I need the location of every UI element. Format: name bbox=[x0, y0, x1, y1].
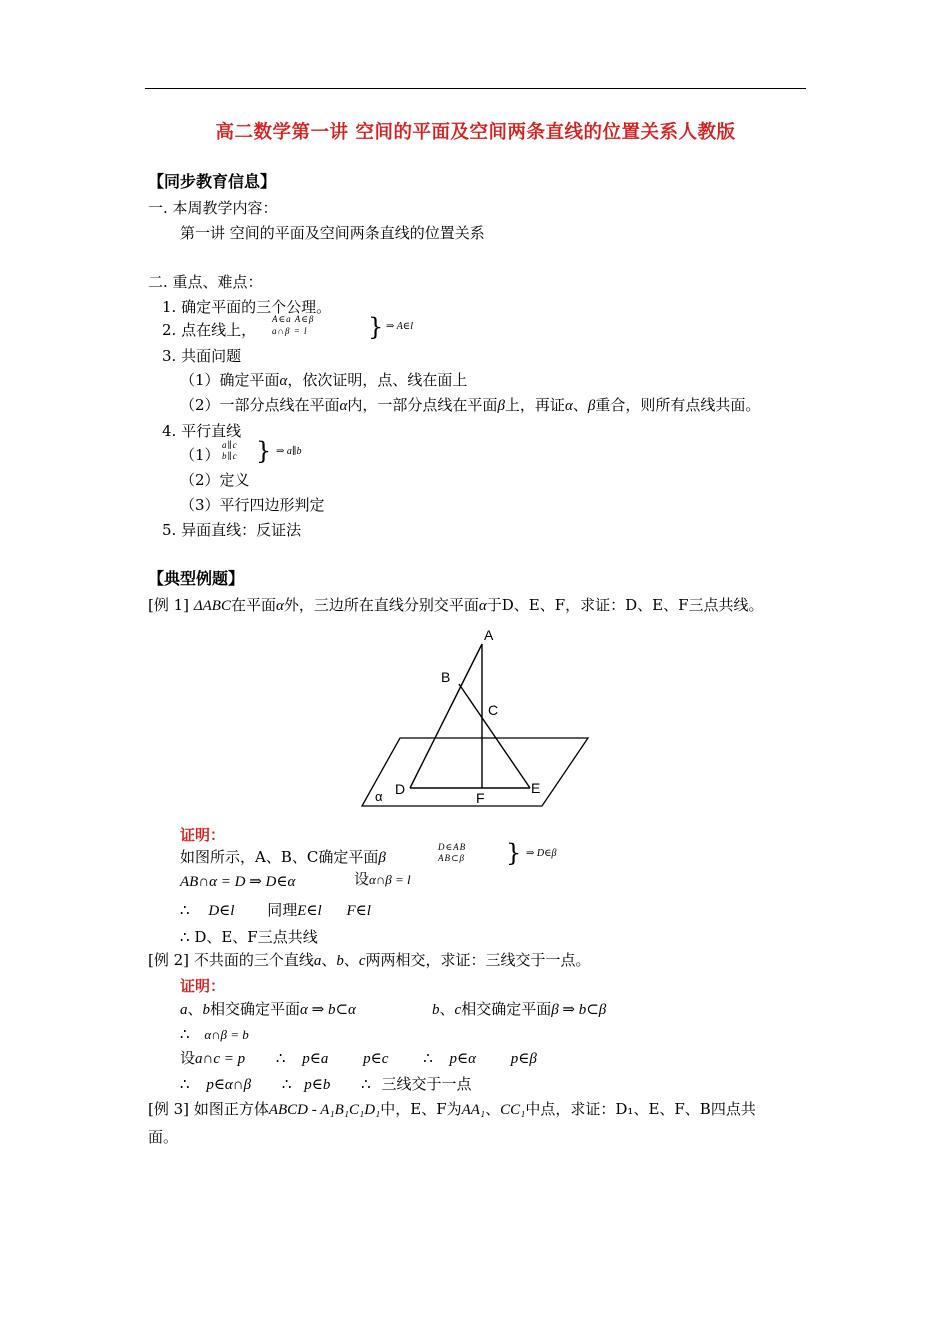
example-1-text-a: 在平面 bbox=[230, 596, 276, 614]
example-2-proof-line-3 bbox=[180, 1049, 537, 1068]
line-b: b bbox=[202, 1002, 211, 1018]
item-3-1-text-a: （1）确定平面 bbox=[180, 371, 280, 389]
example-3-label: [例 3] bbox=[148, 1100, 190, 1118]
brace-right-1: } bbox=[368, 313, 384, 341]
p-in-alpha: p∈α bbox=[449, 1051, 476, 1067]
part1-content: 第一讲 空间的平面及空间两条直线的位置关系 bbox=[180, 224, 485, 242]
part1-label: 一. 本周教学内容： bbox=[148, 199, 278, 217]
example-2-statement bbox=[148, 951, 591, 970]
geometry-figure bbox=[355, 620, 600, 815]
example-3-statement-cont: 面。 bbox=[148, 1128, 179, 1146]
item-4-1: （1） bbox=[180, 446, 220, 464]
label-b: B bbox=[441, 669, 451, 685]
example-3-text-c: 中点，求证：D₁、E、F、B四点共 bbox=[525, 1100, 756, 1118]
therefore-symbol: ∴ bbox=[423, 1049, 433, 1067]
example-2-proof-line-1b bbox=[432, 1000, 606, 1019]
plane-intersection: α∩β = l bbox=[369, 872, 411, 887]
part2-label: 二. 重点、难点： bbox=[148, 273, 263, 291]
collinear-conclusion: D、E、F三点共线 bbox=[194, 928, 318, 946]
p-in-a: p∈a bbox=[302, 1051, 329, 1067]
separator: 、 bbox=[187, 1000, 203, 1018]
therefore-symbol: ∴ bbox=[275, 1049, 286, 1067]
e-in-l: E∈l bbox=[297, 903, 322, 919]
page-title: 高二数学第一讲 空间的平面及空间两条直线的位置关系人教版 bbox=[215, 122, 736, 143]
item-2-formula-bottom: a∩β = l bbox=[272, 326, 308, 336]
beta-symbol: β bbox=[497, 398, 505, 414]
therefore-symbol: ∴ bbox=[180, 1075, 190, 1093]
example-3-statement bbox=[148, 1100, 756, 1119]
line-c: c bbox=[358, 953, 366, 969]
therefore-symbol: ∴ bbox=[361, 1075, 371, 1093]
example-2-proof-label: 证明： bbox=[180, 977, 226, 995]
beta-symbol: β bbox=[378, 850, 386, 866]
item-3-2-text-d: 、 bbox=[572, 396, 588, 414]
example-1-proof-line-1 bbox=[180, 848, 386, 867]
label-a: A bbox=[484, 627, 494, 643]
proof-1-line-2: AB∩α = D ⇒ D∈α bbox=[180, 874, 296, 890]
item-4-3: （3）平行四边形判定 bbox=[180, 496, 325, 514]
plane-intersection: α∩β = b bbox=[204, 1027, 249, 1042]
item-4-1-formula-bottom: b∥c bbox=[222, 451, 238, 461]
line-c: c bbox=[454, 1002, 462, 1018]
item-1: 1. 确定平面的三个公理。 bbox=[162, 298, 332, 316]
proof-1-line-4 bbox=[180, 928, 318, 946]
b-in-beta: β ⇒ b⊂β bbox=[551, 1002, 607, 1018]
item-2-text: 2. 点在线上， bbox=[162, 321, 257, 339]
cube-name: ABCD - A₁B₁C₁D₁ bbox=[268, 1102, 381, 1118]
f-in-l: F∈l bbox=[346, 903, 371, 919]
label-c: C bbox=[488, 702, 499, 718]
example-1-label: [例 1] bbox=[148, 596, 190, 614]
proof-1-result: ⇒ D∈β bbox=[526, 848, 557, 859]
segment-cc1: CC₁ bbox=[500, 1102, 526, 1118]
separator: 、 bbox=[439, 1000, 455, 1018]
item-3-2-text-c: 上，再证 bbox=[504, 396, 565, 414]
line-a: a bbox=[180, 1002, 188, 1018]
line-b: b bbox=[432, 1002, 440, 1018]
example-2-text-c: 、 bbox=[343, 951, 359, 969]
example-2-label: [例 2] bbox=[148, 951, 190, 969]
concurrent-conclusion: 三线交于一点 bbox=[381, 1075, 472, 1093]
brace-right-2: } bbox=[256, 437, 272, 465]
proof-1-line-3 bbox=[180, 901, 371, 920]
example-3-text-b: 中，E、F为 bbox=[380, 1100, 462, 1118]
example-1-statement bbox=[148, 596, 764, 615]
example-2-proof-line-2 bbox=[180, 1025, 249, 1043]
a-cap-c: a∩c = p bbox=[195, 1051, 246, 1067]
therefore-symbol: ∴ bbox=[281, 1075, 292, 1093]
p-in-b: p∈b bbox=[304, 1077, 331, 1093]
proof-1-text: 如图所示，A、B、C确定平面 bbox=[180, 848, 379, 866]
item-2-result: ⇒ A∈l bbox=[386, 321, 413, 332]
p-in-beta: p∈β bbox=[510, 1051, 537, 1067]
item-3-2 bbox=[180, 396, 760, 415]
therefore-symbol: ∴ bbox=[180, 901, 190, 919]
proof-1-formula-top: D∈AB bbox=[438, 842, 467, 852]
separator: 、 bbox=[485, 1100, 501, 1118]
therefore-symbol: ∴ bbox=[180, 1025, 190, 1043]
item-3-2-text-b: 内，一部分点线在平面 bbox=[347, 396, 498, 414]
item-4: 4. 平行直线 bbox=[162, 422, 242, 440]
section-examples-heading: 【典型例题】 bbox=[148, 569, 245, 588]
segment-aa1: AA₁ bbox=[461, 1102, 486, 1118]
p-in-alpha-cap-beta: p∈α∩β bbox=[206, 1077, 252, 1093]
item-2 bbox=[162, 321, 256, 339]
line-be bbox=[459, 684, 530, 788]
p-in-c: p∈c bbox=[363, 1051, 389, 1067]
example-1-proof-label: 证明： bbox=[180, 826, 226, 844]
triangle-abc: ΔABC bbox=[193, 598, 231, 614]
section-sync-heading: 【同步教育信息】 bbox=[148, 172, 277, 191]
example-2-proof-line-1 bbox=[180, 1000, 356, 1019]
alpha-symbol: α bbox=[339, 398, 348, 414]
therefore-symbol: ∴ bbox=[180, 928, 190, 946]
alpha-symbol: α bbox=[478, 598, 487, 614]
example-3-text-a: 如图正方体 bbox=[193, 1100, 269, 1118]
alpha-symbol: α bbox=[564, 398, 573, 414]
set-label: 设 bbox=[180, 1049, 196, 1067]
label-f: F bbox=[476, 790, 485, 806]
example-2-proof-line-4 bbox=[180, 1075, 471, 1094]
brace-right-3: } bbox=[506, 839, 522, 867]
item-3: 3. 共面问题 bbox=[162, 347, 242, 365]
label-e: E bbox=[531, 780, 541, 796]
example-2-text-b: 、 bbox=[321, 951, 337, 969]
beta-symbol: β bbox=[587, 398, 596, 414]
label-d: D bbox=[395, 781, 406, 797]
item-5: 5. 异面直线：反证法 bbox=[162, 521, 302, 539]
line-b: b bbox=[336, 953, 344, 969]
item-4-1-formula-top: a∥c bbox=[222, 440, 238, 450]
determine-plane-text: 相交确定平面 bbox=[461, 1000, 552, 1018]
example-2-text-d: 两两相交，求证：三线交于一点。 bbox=[365, 951, 591, 969]
top-rule bbox=[145, 88, 806, 89]
line-ad bbox=[410, 644, 482, 788]
item-3-1-text-b: ，依次证明，点、线在面上 bbox=[287, 371, 468, 389]
example-1-text-b: 外，三边所在直线分别交平面 bbox=[283, 596, 479, 614]
line-a: a bbox=[313, 953, 322, 969]
item-3-2-text-e: 重合，则所有点线共面。 bbox=[595, 396, 761, 414]
item-3-2-text-a: （2）一部分点线在平面 bbox=[180, 396, 340, 414]
set-label: 设 bbox=[354, 870, 370, 888]
proof-1-line-2b bbox=[354, 870, 411, 888]
alpha-symbol: α bbox=[279, 373, 288, 389]
example-2-text-a: 不共面的三个直线 bbox=[193, 951, 314, 969]
proof-1-formula-bottom: AB⊂β bbox=[438, 853, 466, 863]
b-in-alpha: α ⇒ b⊂α bbox=[300, 1002, 356, 1018]
alpha-symbol: α bbox=[275, 598, 284, 614]
determine-plane-text: 相交确定平面 bbox=[210, 1000, 301, 1018]
item-3-1 bbox=[180, 371, 467, 390]
item-2-formula-top: A∈a A∈β bbox=[272, 314, 315, 324]
item-4-1-result: ⇒ a∥b bbox=[276, 446, 302, 457]
label-alpha: α bbox=[375, 789, 383, 804]
similarly-label: 同理 bbox=[267, 901, 298, 919]
d-in-l: D∈l bbox=[208, 903, 235, 919]
example-1-text-c: 于D、E、F，求证：D、E、F三点共线。 bbox=[486, 596, 764, 614]
item-4-2: （2）定义 bbox=[180, 471, 250, 489]
